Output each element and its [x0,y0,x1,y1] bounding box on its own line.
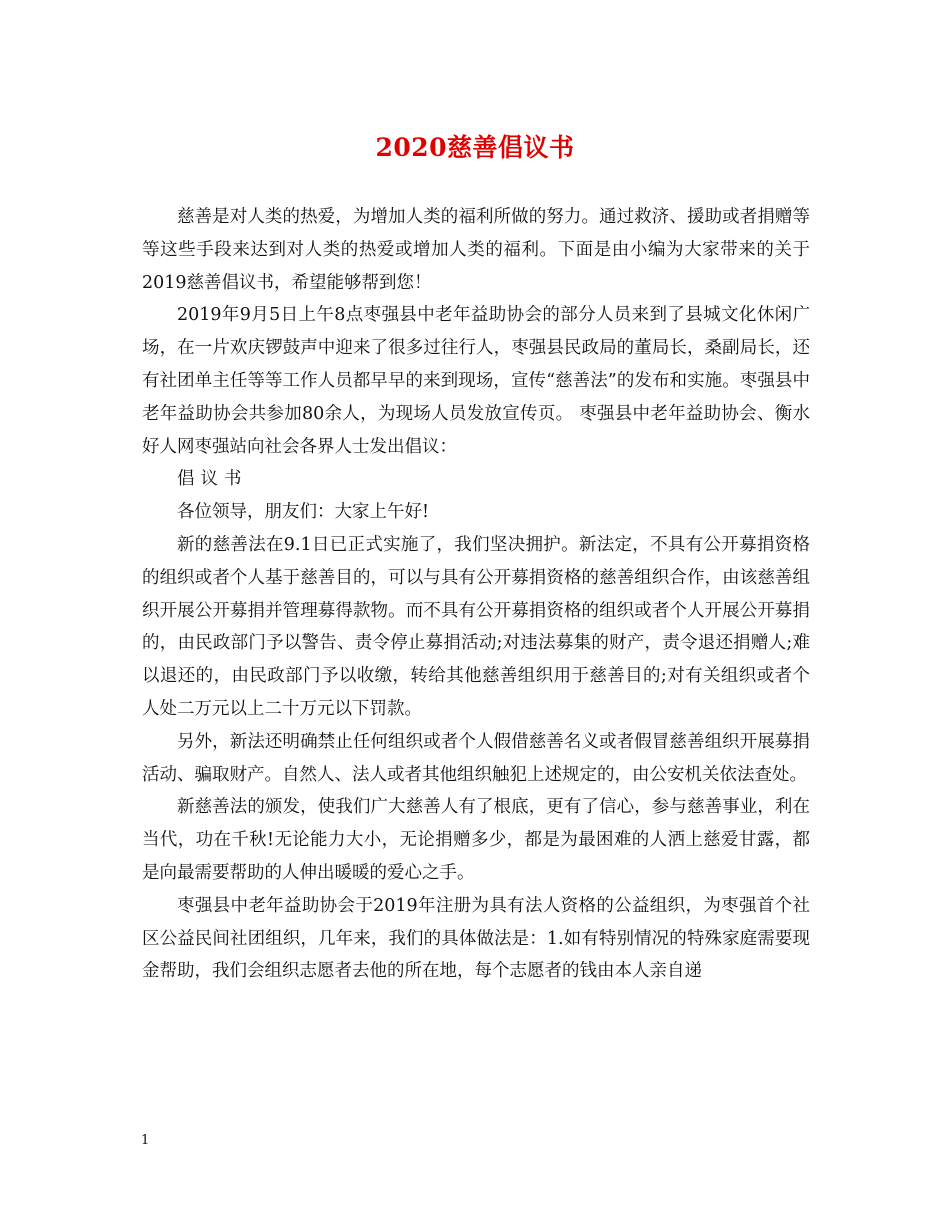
paragraph-intro: 慈善是对人类的热爱，为增加人类的福利所做的努力。通过救济、援助或者捐赠等等这些手段来达到对人类的热爱或增加人类的福利。下面是由小编为大家带来的关于2019慈善倡议书，希望能够帮到您！ [142,207,810,293]
paragraph-significance: 新慈善法的颁发，使我们广大慈善人有了根底，更有了信心，参与慈善事业，利在当代，功在千秋!无论能力大小，无论捐赠多少，都是为最困难的人洒上慈爱甘露，都是向最需要帮助的人伸出暖暖的爱心之手。 [142,797,810,883]
paragraph-greeting: 各位领导，朋友们：大家上午好! [177,502,430,523]
paragraph-association: 枣强县中老年益助协会于2019年注册为具有法人资格的公益组织，为枣强首个社区公益民间社团组织，几年来，我们的具体做法是：1.如有特别情况的特殊家庭需要现金帮助，我们会组织志愿者去他的所在地，每个志愿者的钱由本人亲自递 [142,895,810,982]
document-title: 2020慈善倡议书 [375,133,575,162]
paragraph-event: 2019年9月5日上午8点枣强县中老年益助协会的部分人员来到了县城文化休闲广场，在一片欢庆锣鼓声中迎来了很多过往行人，枣强县民政局的董局长，桑副局长，还有社团单主任等等工作人员都早早的来到现场，宣传“慈善法”的发布和实施。枣强县中老年益助协会共参加80余人，为现场人员发放宣传页。 枣强县中老年益助协会、衡水好人网枣强站向社会各界人士发出倡议： [142,305,810,457]
paragraph-heading-proposal: 倡议书 [177,469,248,490]
document-body [142,201,810,988]
paragraph-law: 新的慈善法在9.1日已正式实施了，我们坚决拥护。新法定，不具有公开募捐资格的组织或者个人基于慈善目的，可以与具有公开募捐资格的慈善组织合作，由该慈善组织开展公开募捐并管理募得款物。而不具有公开募捐资格的组织或者个人开展公开募捐的，由民政部门予以警告、责令停止募捐活动;对违法募集的财产，责令退还捐赠人;难以退还的，由民政部门予以收缴，转给其他慈善组织用于慈善目的;对有关组织或者个人处二万元以上二十万元以下罚款。 [142,534,810,719]
paragraph-prohibition: 另外，新法还明确禁止任何组织或者个人假借慈善名义或者假冒慈善组织开展募捐活动、骗取财产。自然人、法人或者其他组织触犯上述规定的，由公安机关依法查处。 [142,731,810,785]
page-number: 1 [141,1133,150,1148]
